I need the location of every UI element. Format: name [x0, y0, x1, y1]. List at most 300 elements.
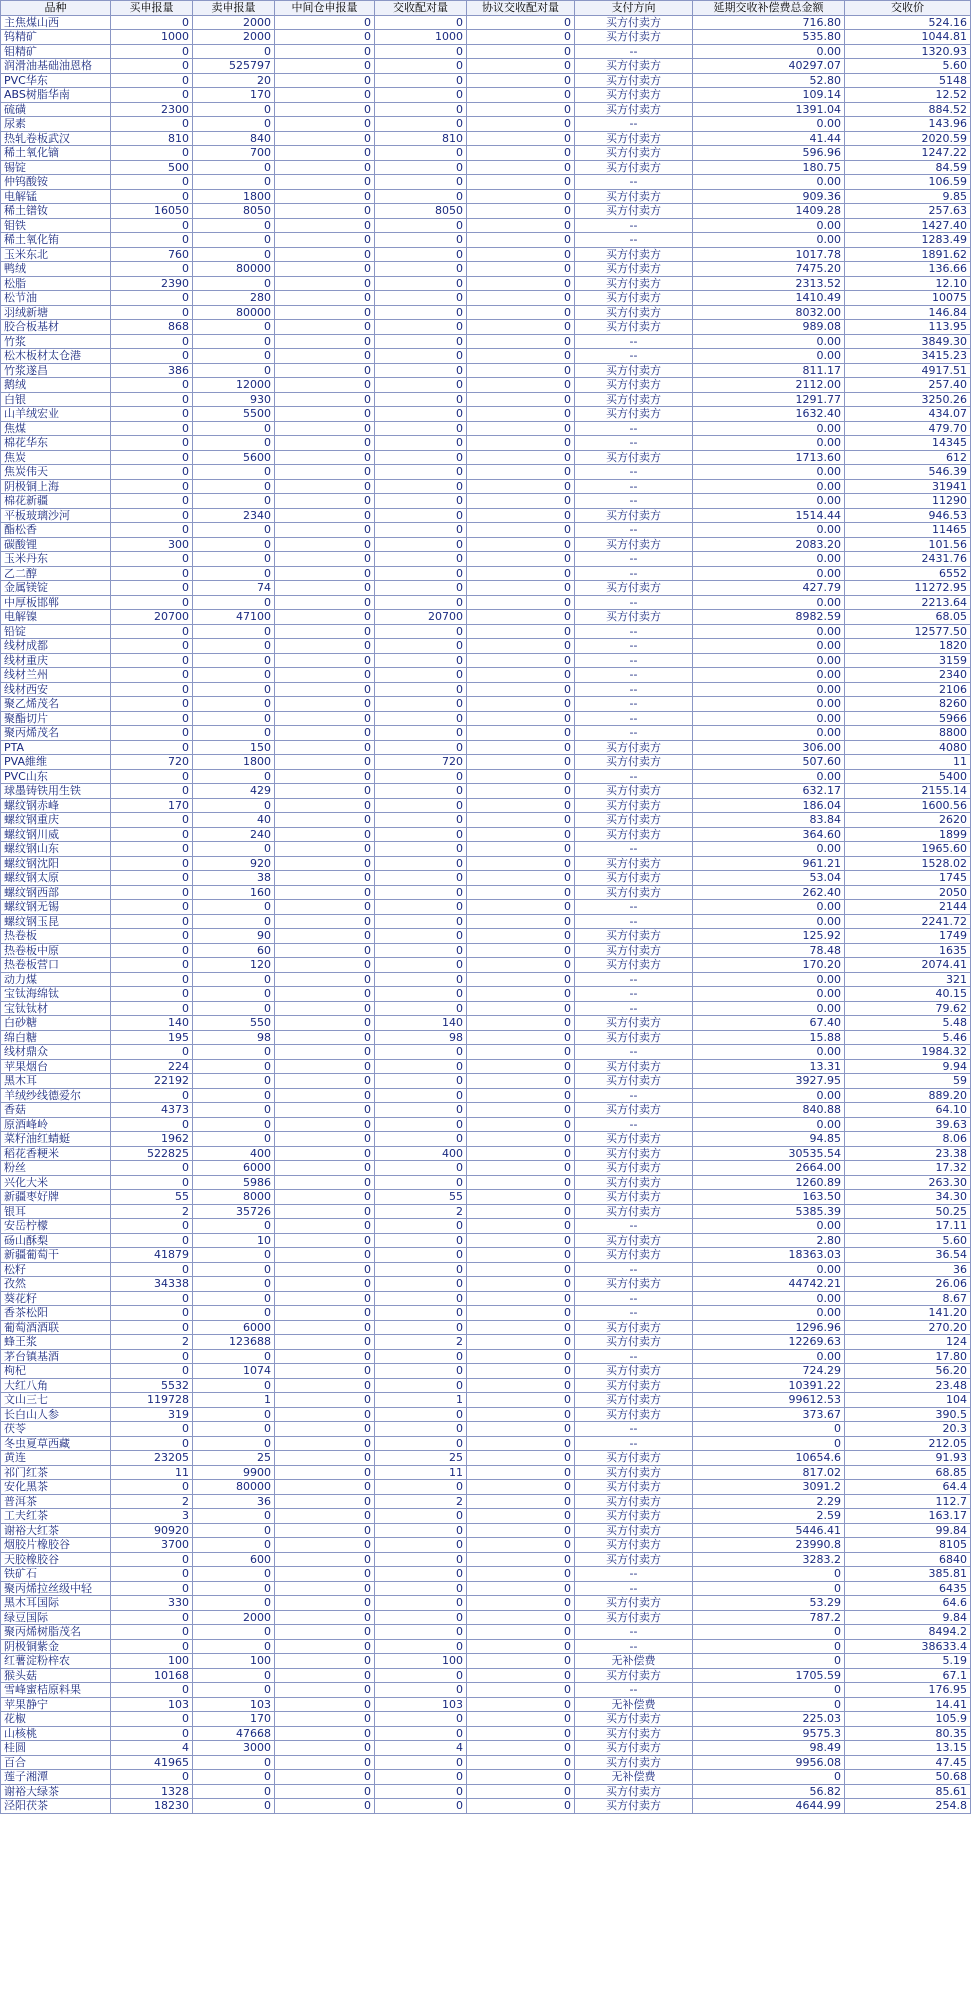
- cell-payment-direction: 买方付卖方: [575, 407, 693, 422]
- cell-payment-direction: --: [575, 334, 693, 349]
- cell-settlement-price: 3415.23: [845, 349, 971, 364]
- cell-payment-direction: 买方付卖方: [575, 1320, 693, 1335]
- cell-intermediate-quantity: 0: [275, 44, 375, 59]
- cell-sell-quantity: 0: [193, 1074, 275, 1089]
- cell-agreement-matched-quantity: 0: [467, 1146, 575, 1161]
- cell-buy-quantity: 0: [111, 566, 193, 581]
- table-row: [1, 1364, 971, 1379]
- cell-buy-quantity: 119728: [111, 1393, 193, 1408]
- table-row: [1, 1335, 971, 1350]
- cell-agreement-matched-quantity: 0: [467, 1552, 575, 1567]
- cell-payment-direction: 买方付卖方: [575, 740, 693, 755]
- cell-matched-quantity: 0: [375, 1436, 467, 1451]
- cell-compensation-total: 125.92: [693, 929, 845, 944]
- cell-variety: 钨精矿: [1, 30, 111, 45]
- cell-compensation-total: 0: [693, 1625, 845, 1640]
- table-body: [1, 15, 971, 1813]
- cell-agreement-matched-quantity: 0: [467, 88, 575, 103]
- cell-matched-quantity: 0: [375, 494, 467, 509]
- cell-matched-quantity: 0: [375, 1233, 467, 1248]
- cell-agreement-matched-quantity: 0: [467, 1625, 575, 1640]
- cell-intermediate-quantity: 0: [275, 1262, 375, 1277]
- cell-matched-quantity: 1000: [375, 30, 467, 45]
- cell-buy-quantity: 0: [111, 972, 193, 987]
- cell-payment-direction: 买方付卖方: [575, 1523, 693, 1538]
- table-row: [1, 247, 971, 262]
- cell-payment-direction: 买方付卖方: [575, 1146, 693, 1161]
- cell-agreement-matched-quantity: 0: [467, 1175, 575, 1190]
- cell-matched-quantity: 0: [375, 1349, 467, 1364]
- table-row: [1, 59, 971, 74]
- cell-buy-quantity: 330: [111, 1596, 193, 1611]
- cell-buy-quantity: 0: [111, 552, 193, 567]
- cell-settlement-price: 1635: [845, 943, 971, 958]
- cell-sell-quantity: 840: [193, 131, 275, 146]
- cell-variety: 黄连: [1, 1451, 111, 1466]
- cell-agreement-matched-quantity: 0: [467, 1683, 575, 1698]
- table-row: [1, 1567, 971, 1582]
- cell-sell-quantity: 0: [193, 769, 275, 784]
- cell-buy-quantity: 20700: [111, 610, 193, 625]
- cell-compensation-total: 2.59: [693, 1509, 845, 1524]
- cell-matched-quantity: 0: [375, 262, 467, 277]
- cell-buy-quantity: 810: [111, 131, 193, 146]
- cell-matched-quantity: 0: [375, 900, 467, 915]
- cell-settlement-price: 146.84: [845, 305, 971, 320]
- cell-payment-direction: 买方付卖方: [575, 1741, 693, 1756]
- cell-payment-direction: --: [575, 1001, 693, 1016]
- cell-sell-quantity: 5500: [193, 407, 275, 422]
- cell-buy-quantity: 0: [111, 1117, 193, 1132]
- cell-agreement-matched-quantity: 0: [467, 1306, 575, 1321]
- cell-compensation-total: 83.84: [693, 813, 845, 828]
- cell-buy-quantity: 224: [111, 1059, 193, 1074]
- cell-agreement-matched-quantity: 0: [467, 1204, 575, 1219]
- cell-sell-quantity: 0: [193, 1262, 275, 1277]
- cell-variety: 新疆枣好牌: [1, 1190, 111, 1205]
- cell-agreement-matched-quantity: 0: [467, 1001, 575, 1016]
- cell-buy-quantity: 0: [111, 15, 193, 30]
- cell-compensation-total: 0.00: [693, 697, 845, 712]
- cell-settlement-price: 1965.60: [845, 842, 971, 857]
- cell-settlement-price: 85.61: [845, 1784, 971, 1799]
- cell-intermediate-quantity: 0: [275, 218, 375, 233]
- cell-intermediate-quantity: 0: [275, 755, 375, 770]
- cell-settlement-price: 31941: [845, 479, 971, 494]
- cell-compensation-total: 2.80: [693, 1233, 845, 1248]
- cell-sell-quantity: 0: [193, 218, 275, 233]
- cell-settlement-price: 1044.81: [845, 30, 971, 45]
- cell-buy-quantity: 55: [111, 1190, 193, 1205]
- cell-matched-quantity: 0: [375, 1132, 467, 1147]
- table-row: [1, 1480, 971, 1495]
- cell-settlement-price: 8494.2: [845, 1625, 971, 1640]
- table-row: [1, 1668, 971, 1683]
- cell-compensation-total: 3927.95: [693, 1074, 845, 1089]
- cell-buy-quantity: 0: [111, 1262, 193, 1277]
- cell-settlement-price: 2020.59: [845, 131, 971, 146]
- cell-agreement-matched-quantity: 0: [467, 1436, 575, 1451]
- table-row: [1, 1146, 971, 1161]
- cell-variety: 螺纹钢山东: [1, 842, 111, 857]
- cell-intermediate-quantity: 0: [275, 798, 375, 813]
- cell-compensation-total: 23990.8: [693, 1538, 845, 1553]
- cell-compensation-total: 9575.3: [693, 1726, 845, 1741]
- cell-intermediate-quantity: 0: [275, 305, 375, 320]
- cell-compensation-total: 0.00: [693, 639, 845, 654]
- cell-sell-quantity: 12000: [193, 378, 275, 393]
- cell-sell-quantity: 0: [193, 1668, 275, 1683]
- cell-compensation-total: 53.04: [693, 871, 845, 886]
- table-row: [1, 378, 971, 393]
- cell-variety: 苹果烟台: [1, 1059, 111, 1074]
- cell-buy-quantity: 522825: [111, 1146, 193, 1161]
- header-compensation-total: 延期交收补偿费总金额: [693, 1, 845, 16]
- cell-payment-direction: 买方付卖方: [575, 1190, 693, 1205]
- cell-variety: 润滑油基础油恩格: [1, 59, 111, 74]
- cell-buy-quantity: 0: [111, 624, 193, 639]
- table-row: [1, 624, 971, 639]
- cell-buy-quantity: 319: [111, 1407, 193, 1422]
- cell-settlement-price: 10075: [845, 291, 971, 306]
- cell-intermediate-quantity: 0: [275, 1567, 375, 1582]
- cell-compensation-total: 0.00: [693, 421, 845, 436]
- table-row: [1, 1683, 971, 1698]
- table-row: [1, 1741, 971, 1756]
- cell-variety: 红薯淀粉梓农: [1, 1654, 111, 1669]
- cell-settlement-price: 321: [845, 972, 971, 987]
- cell-settlement-price: 946.53: [845, 508, 971, 523]
- cell-sell-quantity: 2340: [193, 508, 275, 523]
- cell-intermediate-quantity: 0: [275, 363, 375, 378]
- cell-matched-quantity: 0: [375, 1581, 467, 1596]
- cell-agreement-matched-quantity: 0: [467, 827, 575, 842]
- cell-intermediate-quantity: 0: [275, 407, 375, 422]
- cell-intermediate-quantity: 0: [275, 1784, 375, 1799]
- cell-agreement-matched-quantity: 0: [467, 305, 575, 320]
- cell-matched-quantity: 0: [375, 1059, 467, 1074]
- cell-agreement-matched-quantity: 0: [467, 320, 575, 335]
- cell-payment-direction: --: [575, 218, 693, 233]
- cell-matched-quantity: 0: [375, 1364, 467, 1379]
- cell-compensation-total: 56.82: [693, 1784, 845, 1799]
- cell-buy-quantity: 2300: [111, 102, 193, 117]
- cell-variety: PTA: [1, 740, 111, 755]
- cell-payment-direction: --: [575, 653, 693, 668]
- cell-buy-quantity: 0: [111, 1233, 193, 1248]
- cell-sell-quantity: 47100: [193, 610, 275, 625]
- cell-buy-quantity: 0: [111, 291, 193, 306]
- cell-agreement-matched-quantity: 0: [467, 1465, 575, 1480]
- cell-compensation-total: 10391.22: [693, 1378, 845, 1393]
- cell-sell-quantity: 930: [193, 392, 275, 407]
- cell-intermediate-quantity: 0: [275, 1306, 375, 1321]
- table-row: [1, 726, 971, 741]
- cell-settlement-price: 141.20: [845, 1306, 971, 1321]
- cell-intermediate-quantity: 0: [275, 1625, 375, 1640]
- cell-buy-quantity: 0: [111, 929, 193, 944]
- cell-payment-direction: 买方付卖方: [575, 1248, 693, 1263]
- cell-settlement-price: 434.07: [845, 407, 971, 422]
- cell-payment-direction: --: [575, 987, 693, 1002]
- cell-matched-quantity: 0: [375, 1103, 467, 1118]
- cell-settlement-price: 14345: [845, 436, 971, 451]
- cell-compensation-total: 0.00: [693, 233, 845, 248]
- cell-payment-direction: 买方付卖方: [575, 1784, 693, 1799]
- cell-compensation-total: 186.04: [693, 798, 845, 813]
- cell-compensation-total: 0: [693, 1770, 845, 1785]
- cell-compensation-total: 0: [693, 1567, 845, 1582]
- cell-matched-quantity: 4: [375, 1741, 467, 1756]
- cell-payment-direction: 买方付卖方: [575, 1668, 693, 1683]
- cell-variety: 烟胶片橡胶谷: [1, 1538, 111, 1553]
- table-row: [1, 1277, 971, 1292]
- table-row: [1, 1610, 971, 1625]
- cell-intermediate-quantity: 0: [275, 1465, 375, 1480]
- cell-matched-quantity: 0: [375, 871, 467, 886]
- cell-sell-quantity: 40: [193, 813, 275, 828]
- cell-matched-quantity: 0: [375, 1074, 467, 1089]
- cell-payment-direction: 买方付卖方: [575, 59, 693, 74]
- cell-sell-quantity: 0: [193, 421, 275, 436]
- cell-agreement-matched-quantity: 0: [467, 349, 575, 364]
- table-row: [1, 88, 971, 103]
- cell-compensation-total: 41.44: [693, 131, 845, 146]
- cell-compensation-total: 18363.03: [693, 1248, 845, 1263]
- cell-agreement-matched-quantity: 0: [467, 711, 575, 726]
- cell-matched-quantity: 0: [375, 189, 467, 204]
- cell-matched-quantity: 2: [375, 1335, 467, 1350]
- table-row: [1, 1654, 971, 1669]
- table-row: [1, 1117, 971, 1132]
- cell-matched-quantity: 0: [375, 465, 467, 480]
- cell-agreement-matched-quantity: 0: [467, 523, 575, 538]
- cell-matched-quantity: 0: [375, 1552, 467, 1567]
- cell-variety: 兴化大米: [1, 1175, 111, 1190]
- cell-compensation-total: 0.00: [693, 334, 845, 349]
- cell-intermediate-quantity: 0: [275, 943, 375, 958]
- table-row: [1, 1262, 971, 1277]
- cell-settlement-price: 176.95: [845, 1683, 971, 1698]
- cell-intermediate-quantity: 0: [275, 479, 375, 494]
- cell-compensation-total: 1291.77: [693, 392, 845, 407]
- table-row: [1, 73, 971, 88]
- cell-compensation-total: 1632.40: [693, 407, 845, 422]
- cell-buy-quantity: 0: [111, 233, 193, 248]
- cell-settlement-price: 64.6: [845, 1596, 971, 1611]
- cell-variety: 宝钛海绵钛: [1, 987, 111, 1002]
- cell-agreement-matched-quantity: 0: [467, 189, 575, 204]
- cell-intermediate-quantity: 0: [275, 1581, 375, 1596]
- table-row: [1, 1552, 971, 1567]
- cell-sell-quantity: 0: [193, 682, 275, 697]
- cell-settlement-price: 36.54: [845, 1248, 971, 1263]
- cell-agreement-matched-quantity: 0: [467, 697, 575, 712]
- cell-payment-direction: 买方付卖方: [575, 885, 693, 900]
- cell-compensation-total: 109.14: [693, 88, 845, 103]
- cell-buy-quantity: 0: [111, 1639, 193, 1654]
- table-row: [1, 1059, 971, 1074]
- cell-compensation-total: 0.00: [693, 682, 845, 697]
- cell-agreement-matched-quantity: 0: [467, 363, 575, 378]
- cell-variety: 孜然: [1, 1277, 111, 1292]
- cell-sell-quantity: 36: [193, 1494, 275, 1509]
- cell-settlement-price: 112.7: [845, 1494, 971, 1509]
- cell-compensation-total: 840.88: [693, 1103, 845, 1118]
- cell-settlement-price: 2213.64: [845, 595, 971, 610]
- cell-matched-quantity: 0: [375, 1784, 467, 1799]
- cell-compensation-total: 262.40: [693, 885, 845, 900]
- cell-payment-direction: 买方付卖方: [575, 1016, 693, 1031]
- cell-compensation-total: 0.00: [693, 653, 845, 668]
- cell-sell-quantity: 170: [193, 1712, 275, 1727]
- cell-compensation-total: 8032.00: [693, 305, 845, 320]
- cell-variety: 金属镁锭: [1, 581, 111, 596]
- table-row: [1, 755, 971, 770]
- cell-variety: 松节油: [1, 291, 111, 306]
- cell-matched-quantity: 8050: [375, 204, 467, 219]
- cell-settlement-price: 11: [845, 755, 971, 770]
- cell-matched-quantity: 0: [375, 1045, 467, 1060]
- cell-matched-quantity: 0: [375, 276, 467, 291]
- cell-sell-quantity: 0: [193, 537, 275, 552]
- cell-matched-quantity: 0: [375, 813, 467, 828]
- cell-buy-quantity: 0: [111, 885, 193, 900]
- cell-buy-quantity: 0: [111, 378, 193, 393]
- cell-matched-quantity: 0: [375, 44, 467, 59]
- cell-agreement-matched-quantity: 0: [467, 1770, 575, 1785]
- cell-matched-quantity: 0: [375, 421, 467, 436]
- cell-agreement-matched-quantity: 0: [467, 59, 575, 74]
- cell-variety: PVA維维: [1, 755, 111, 770]
- cell-compensation-total: 30535.54: [693, 1146, 845, 1161]
- cell-payment-direction: 买方付卖方: [575, 160, 693, 175]
- cell-intermediate-quantity: 0: [275, 88, 375, 103]
- table-row: [1, 856, 971, 871]
- cell-payment-direction: 买方付卖方: [575, 1465, 693, 1480]
- table-row: [1, 1625, 971, 1640]
- cell-settlement-price: 17.32: [845, 1161, 971, 1176]
- cell-payment-direction: 买方付卖方: [575, 943, 693, 958]
- cell-matched-quantity: 0: [375, 1668, 467, 1683]
- cell-agreement-matched-quantity: 0: [467, 30, 575, 45]
- table-row: [1, 595, 971, 610]
- cell-settlement-price: 124: [845, 1335, 971, 1350]
- cell-matched-quantity: 0: [375, 160, 467, 175]
- cell-payment-direction: --: [575, 639, 693, 654]
- cell-matched-quantity: 0: [375, 334, 467, 349]
- cell-agreement-matched-quantity: 0: [467, 726, 575, 741]
- cell-payment-direction: 买方付卖方: [575, 1233, 693, 1248]
- cell-intermediate-quantity: 0: [275, 436, 375, 451]
- cell-variety: 白银: [1, 392, 111, 407]
- table-row: [1, 1494, 971, 1509]
- cell-payment-direction: 买方付卖方: [575, 392, 693, 407]
- cell-matched-quantity: 25: [375, 1451, 467, 1466]
- cell-matched-quantity: 0: [375, 1639, 467, 1654]
- cell-buy-quantity: 0: [111, 668, 193, 683]
- cell-settlement-price: 23.48: [845, 1378, 971, 1393]
- cell-sell-quantity: 0: [193, 552, 275, 567]
- cell-sell-quantity: 240: [193, 827, 275, 842]
- cell-settlement-price: 80.35: [845, 1726, 971, 1741]
- cell-payment-direction: --: [575, 1436, 693, 1451]
- cell-intermediate-quantity: 0: [275, 595, 375, 610]
- cell-compensation-total: 0.00: [693, 349, 845, 364]
- cell-intermediate-quantity: 0: [275, 334, 375, 349]
- cell-settlement-price: 64.10: [845, 1103, 971, 1118]
- cell-buy-quantity: 0: [111, 334, 193, 349]
- cell-matched-quantity: 0: [375, 639, 467, 654]
- cell-agreement-matched-quantity: 0: [467, 392, 575, 407]
- cell-compensation-total: 44742.21: [693, 1277, 845, 1292]
- cell-compensation-total: 1705.59: [693, 1668, 845, 1683]
- cell-compensation-total: 2664.00: [693, 1161, 845, 1176]
- cell-variety: 螺纹钢玉昆: [1, 914, 111, 929]
- table-row: [1, 102, 971, 117]
- cell-settlement-price: 257.40: [845, 378, 971, 393]
- cell-payment-direction: 买方付卖方: [575, 1030, 693, 1045]
- cell-sell-quantity: 0: [193, 1378, 275, 1393]
- table-row: [1, 233, 971, 248]
- cell-agreement-matched-quantity: 0: [467, 1190, 575, 1205]
- cell-buy-quantity: 0: [111, 392, 193, 407]
- cell-compensation-total: 961.21: [693, 856, 845, 871]
- cell-agreement-matched-quantity: 0: [467, 1407, 575, 1422]
- cell-intermediate-quantity: 0: [275, 1451, 375, 1466]
- cell-settlement-price: 257.63: [845, 204, 971, 219]
- table-row: [1, 1190, 971, 1205]
- table-row: [1, 1248, 971, 1263]
- cell-buy-quantity: 0: [111, 682, 193, 697]
- cell-matched-quantity: 0: [375, 59, 467, 74]
- cell-compensation-total: 0.00: [693, 987, 845, 1002]
- cell-compensation-total: 1260.89: [693, 1175, 845, 1190]
- cell-buy-quantity: 0: [111, 305, 193, 320]
- cell-sell-quantity: 0: [193, 1523, 275, 1538]
- table-row: [1, 392, 971, 407]
- cell-buy-quantity: 10168: [111, 1668, 193, 1683]
- cell-payment-direction: --: [575, 1291, 693, 1306]
- cell-matched-quantity: 0: [375, 508, 467, 523]
- cell-sell-quantity: 160: [193, 885, 275, 900]
- cell-buy-quantity: 0: [111, 1480, 193, 1495]
- cell-agreement-matched-quantity: 0: [467, 972, 575, 987]
- cell-settlement-price: 5.60: [845, 1233, 971, 1248]
- cell-payment-direction: 买方付卖方: [575, 1480, 693, 1495]
- cell-payment-direction: --: [575, 1683, 693, 1698]
- table-row: [1, 1378, 971, 1393]
- cell-agreement-matched-quantity: 0: [467, 1349, 575, 1364]
- cell-buy-quantity: 0: [111, 1436, 193, 1451]
- cell-payment-direction: 买方付卖方: [575, 1596, 693, 1611]
- table-row: [1, 1436, 971, 1451]
- cell-settlement-price: 34.30: [845, 1190, 971, 1205]
- cell-compensation-total: 2083.20: [693, 537, 845, 552]
- cell-variety: 电解锰: [1, 189, 111, 204]
- cell-variety: 谢裕大红茶: [1, 1523, 111, 1538]
- cell-intermediate-quantity: 0: [275, 1509, 375, 1524]
- table-row: [1, 131, 971, 146]
- cell-sell-quantity: 74: [193, 581, 275, 596]
- cell-variety: 玉米丹东: [1, 552, 111, 567]
- cell-settlement-price: 5148: [845, 73, 971, 88]
- cell-matched-quantity: 100: [375, 1654, 467, 1669]
- cell-agreement-matched-quantity: 0: [467, 1161, 575, 1176]
- cell-variety: 球墨铸铁用生铁: [1, 784, 111, 799]
- cell-intermediate-quantity: 0: [275, 653, 375, 668]
- cell-buy-quantity: 0: [111, 784, 193, 799]
